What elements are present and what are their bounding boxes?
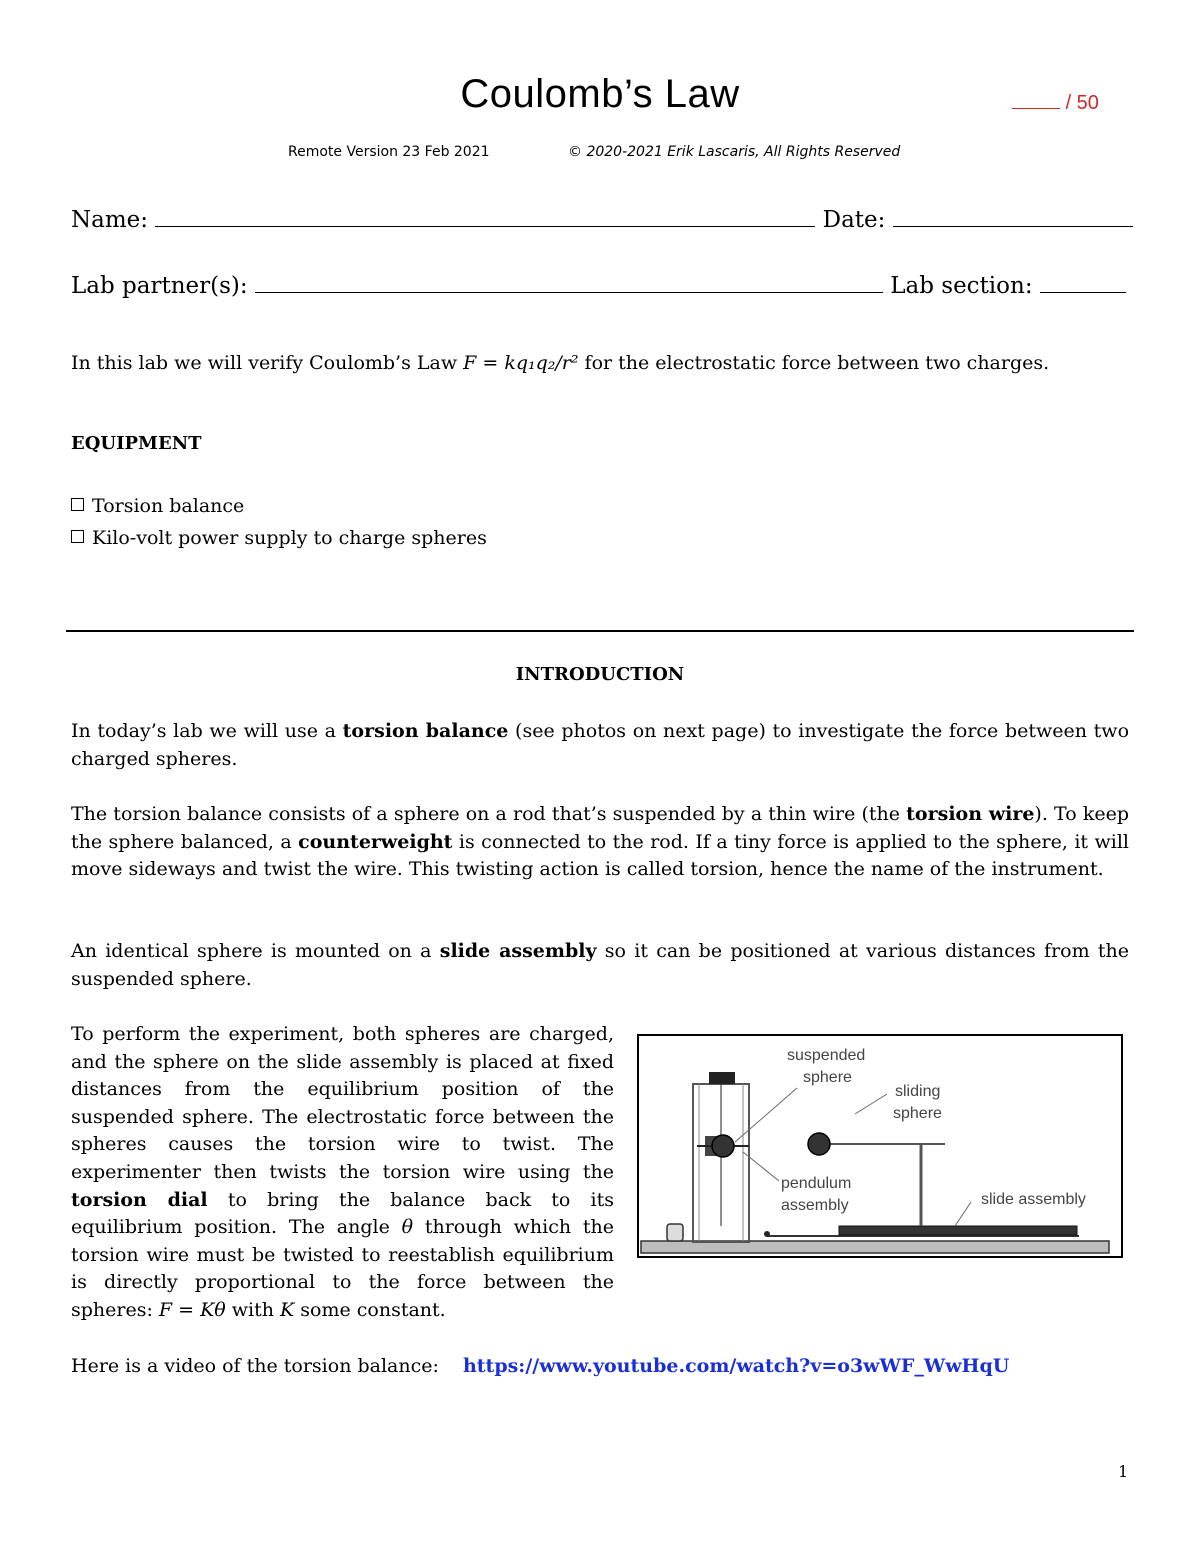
k-symbol: K bbox=[280, 1298, 295, 1321]
partners-field[interactable] bbox=[255, 270, 883, 293]
label-suspended-2: sphere bbox=[803, 1069, 852, 1086]
name-label: Name: bbox=[71, 207, 149, 233]
copyright-text: © 2020-2021 Erik Lascaris, All Rights Reserved bbox=[568, 144, 901, 160]
equipment-item-label: Kilo-volt power supply to charge spheres bbox=[92, 527, 487, 549]
track-screw bbox=[764, 1231, 770, 1237]
score-blank bbox=[1012, 92, 1060, 109]
coulomb-formula: F = kq₁q₂/r² bbox=[463, 352, 579, 374]
torsion-dial bbox=[709, 1072, 735, 1084]
suspended-sphere-shape bbox=[712, 1135, 734, 1157]
video-link[interactable]: https://www.youtube.com/watch?v=o3wWF_WwHqU bbox=[462, 1355, 1010, 1377]
intro-paragraph-3 bbox=[71, 938, 1129, 993]
page-title: Coulomb’s Law bbox=[460, 72, 740, 116]
introduction-heading: INTRODUCTION bbox=[515, 664, 685, 685]
version-text: Remote Version 23 Feb 2021 bbox=[288, 144, 490, 160]
text-run: with bbox=[225, 1298, 281, 1321]
list-item bbox=[71, 490, 487, 522]
label-sliding-2: sphere bbox=[893, 1105, 942, 1122]
diagram-svg bbox=[639, 1036, 1121, 1256]
text-run: to bring the balance back to its equilibrium position. The angle bbox=[71, 1188, 614, 1239]
section-field[interactable] bbox=[1040, 270, 1126, 293]
video-line bbox=[71, 1353, 1129, 1381]
page-number: 1 bbox=[1118, 1462, 1129, 1481]
sliding-sphere-shape bbox=[808, 1133, 830, 1155]
video-label: Here is a video of the torsion balance: bbox=[71, 1355, 439, 1377]
theta-symbol: θ bbox=[401, 1216, 414, 1239]
intro-sentence bbox=[71, 350, 1129, 378]
date-label: Date: bbox=[822, 207, 886, 233]
text-run: (see photos on next page) to investigate the force between two charged spheres. bbox=[71, 720, 1130, 770]
name-date-row bbox=[71, 204, 1133, 233]
label-slide-assembly: slide assembly bbox=[981, 1191, 1086, 1208]
slide-assembly-bar bbox=[839, 1226, 1077, 1235]
score-total: / 50 bbox=[1065, 92, 1099, 114]
text-run: so it can be positioned at various distances from the suspended sphere. bbox=[71, 940, 1129, 990]
bold-term: torsion balance bbox=[342, 720, 509, 742]
bold-term: counterweight bbox=[298, 830, 453, 853]
label-pendulum-1: pendulum bbox=[781, 1175, 852, 1192]
sliding-leader-line bbox=[855, 1094, 887, 1114]
text-run: some constant. bbox=[294, 1298, 446, 1321]
bold-term: torsion wire bbox=[906, 803, 1035, 825]
checkbox-icon[interactable] bbox=[71, 530, 84, 543]
equipment-item-label: Torsion balance bbox=[92, 495, 245, 517]
counterweight bbox=[667, 1224, 683, 1241]
intro-paragraph-1 bbox=[71, 718, 1129, 773]
checkbox-icon[interactable] bbox=[71, 498, 84, 511]
bold-term: torsion dial bbox=[71, 1188, 208, 1211]
label-pendulum-2: assembly bbox=[781, 1197, 849, 1214]
text-run: An identical sphere is mounted on a bbox=[71, 940, 440, 962]
section-label: Lab section: bbox=[890, 273, 1033, 299]
label-sliding-1: sliding bbox=[895, 1083, 941, 1100]
torsion-formula: F = Kθ bbox=[158, 1298, 226, 1321]
list-item bbox=[71, 522, 487, 554]
intro-sentence-before: In this lab we will verify Coulomb’s Law bbox=[71, 352, 464, 374]
intro-paragraph-2 bbox=[71, 801, 1129, 884]
torsion-balance-diagram bbox=[637, 1034, 1123, 1258]
slide-leader-line bbox=[955, 1202, 971, 1226]
name-field[interactable] bbox=[155, 204, 815, 227]
text-run: The torsion balance consists of a sphere on a rod that’s suspended by a thin wire (the bbox=[71, 803, 907, 825]
intro-paragraph-4 bbox=[71, 1021, 614, 1325]
partners-label: Lab partner(s): bbox=[71, 273, 248, 299]
label-suspended-1: suspended bbox=[787, 1047, 866, 1064]
date-field[interactable] bbox=[893, 204, 1133, 227]
text-run: To perform the experiment, both spheres are charged, and the sphere on the slide assembly is placed at fixed distances from the equilibrium position of the suspended sphere. The electrostatic force between the spheres causes the torsion wire to twist. The experimenter then twists the torsion wire using the bbox=[71, 1023, 614, 1183]
score-box bbox=[1012, 92, 1099, 115]
intro-sentence-after: for the electrostatic force between two charges. bbox=[578, 352, 1050, 374]
equipment-list bbox=[71, 490, 487, 554]
equipment-heading: EQUIPMENT bbox=[71, 433, 202, 454]
text-run: ). To keep the sphere balanced, a bbox=[71, 803, 1129, 853]
text-run: through which the torsion wire must be twisted to reestablish equilibrium is directly proportional to the force between the spheres: bbox=[71, 1216, 614, 1321]
section-divider bbox=[66, 630, 1134, 632]
text-run: is connected to the rod. If a tiny force is applied to the sphere, it will move sideways and twist the wire. This twisting action is called torsion, hence the name of the instrument. bbox=[71, 830, 1129, 881]
suspended-leader-line bbox=[735, 1088, 797, 1142]
partners-section-row bbox=[71, 270, 1126, 299]
bold-term: slide assembly bbox=[439, 940, 597, 962]
text-run: In today’s lab we will use a bbox=[71, 720, 343, 742]
